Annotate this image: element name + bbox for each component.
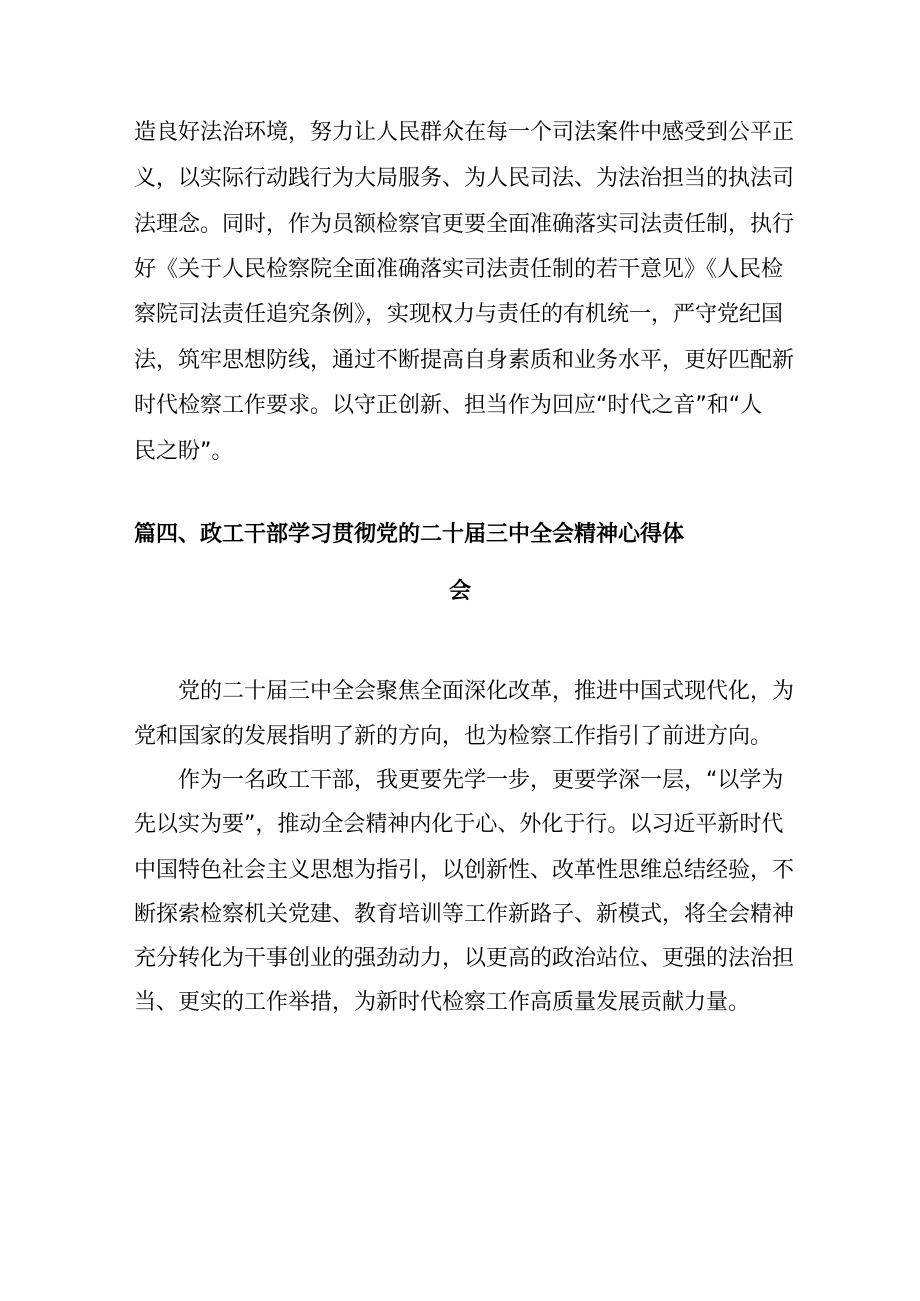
paragraph-line: 党的二十届三中全会聚焦全面深化改革，推进中国式现代化，为 [178,679,795,704]
paragraph-line: 造良好法治环境，努力让人民群众在每一个司法案件中感受到公平正 [134,120,795,145]
paragraph-line: 中国特色社会主义思想为指引，以创新性、改革性思维总结经验，不 [134,858,795,883]
paragraph-line: 断探索检察机关党建、教育培训等工作新路子、新模式，将全会精神 [134,902,795,927]
section-heading: 篇四、政工干部学习贯彻党的二十届三中全会精神心得体 [134,522,685,547]
paragraph-line: 法理念。同时，作为员额检察官更要全面准确落实司法责任制，执行 [134,212,795,237]
paragraph-line: 充分转化为干事创业的强劲动力，以更高的政治站位、更强的法治担 [134,946,795,971]
paragraph-line: 好《关于人民检察院全面准确落实司法责任制的若干意见》《人民检 [134,257,784,282]
paragraph-line: 法，筑牢思想防线，通过不断提高自身素质和业务水平，更好匹配新 [134,348,795,373]
paragraph-line: 民之盼”。 [134,439,234,464]
paragraph-line: 先以实为要”，推动全会精神内化于心、外化于行。以习近平新时代 [134,812,784,837]
paragraph-line: 作为一名政工干部，我更要先学一步，更要学深一层，“以学为 [178,768,784,793]
paragraph-line: 察院司法责任追究条例》，实现权力与责任的有机统一，严守党纪国 [134,302,784,327]
paragraph-line: 党和国家的发展指明了新的方向，也为检察工作指引了前进方向。 [134,724,773,749]
paragraph-line: 当、更实的工作举措，为新时代检察工作高质量发展贡献力量。 [134,990,751,1015]
paragraph-line: 时代检察工作要求。以守正创新、担当作为回应“时代之音”和“人 [134,393,763,418]
section-heading-continuation: 会 [448,579,471,604]
paragraph-line: 义，以实际行动践行为大局服务、为人民司法、为法治担当的执法司 [134,166,795,191]
